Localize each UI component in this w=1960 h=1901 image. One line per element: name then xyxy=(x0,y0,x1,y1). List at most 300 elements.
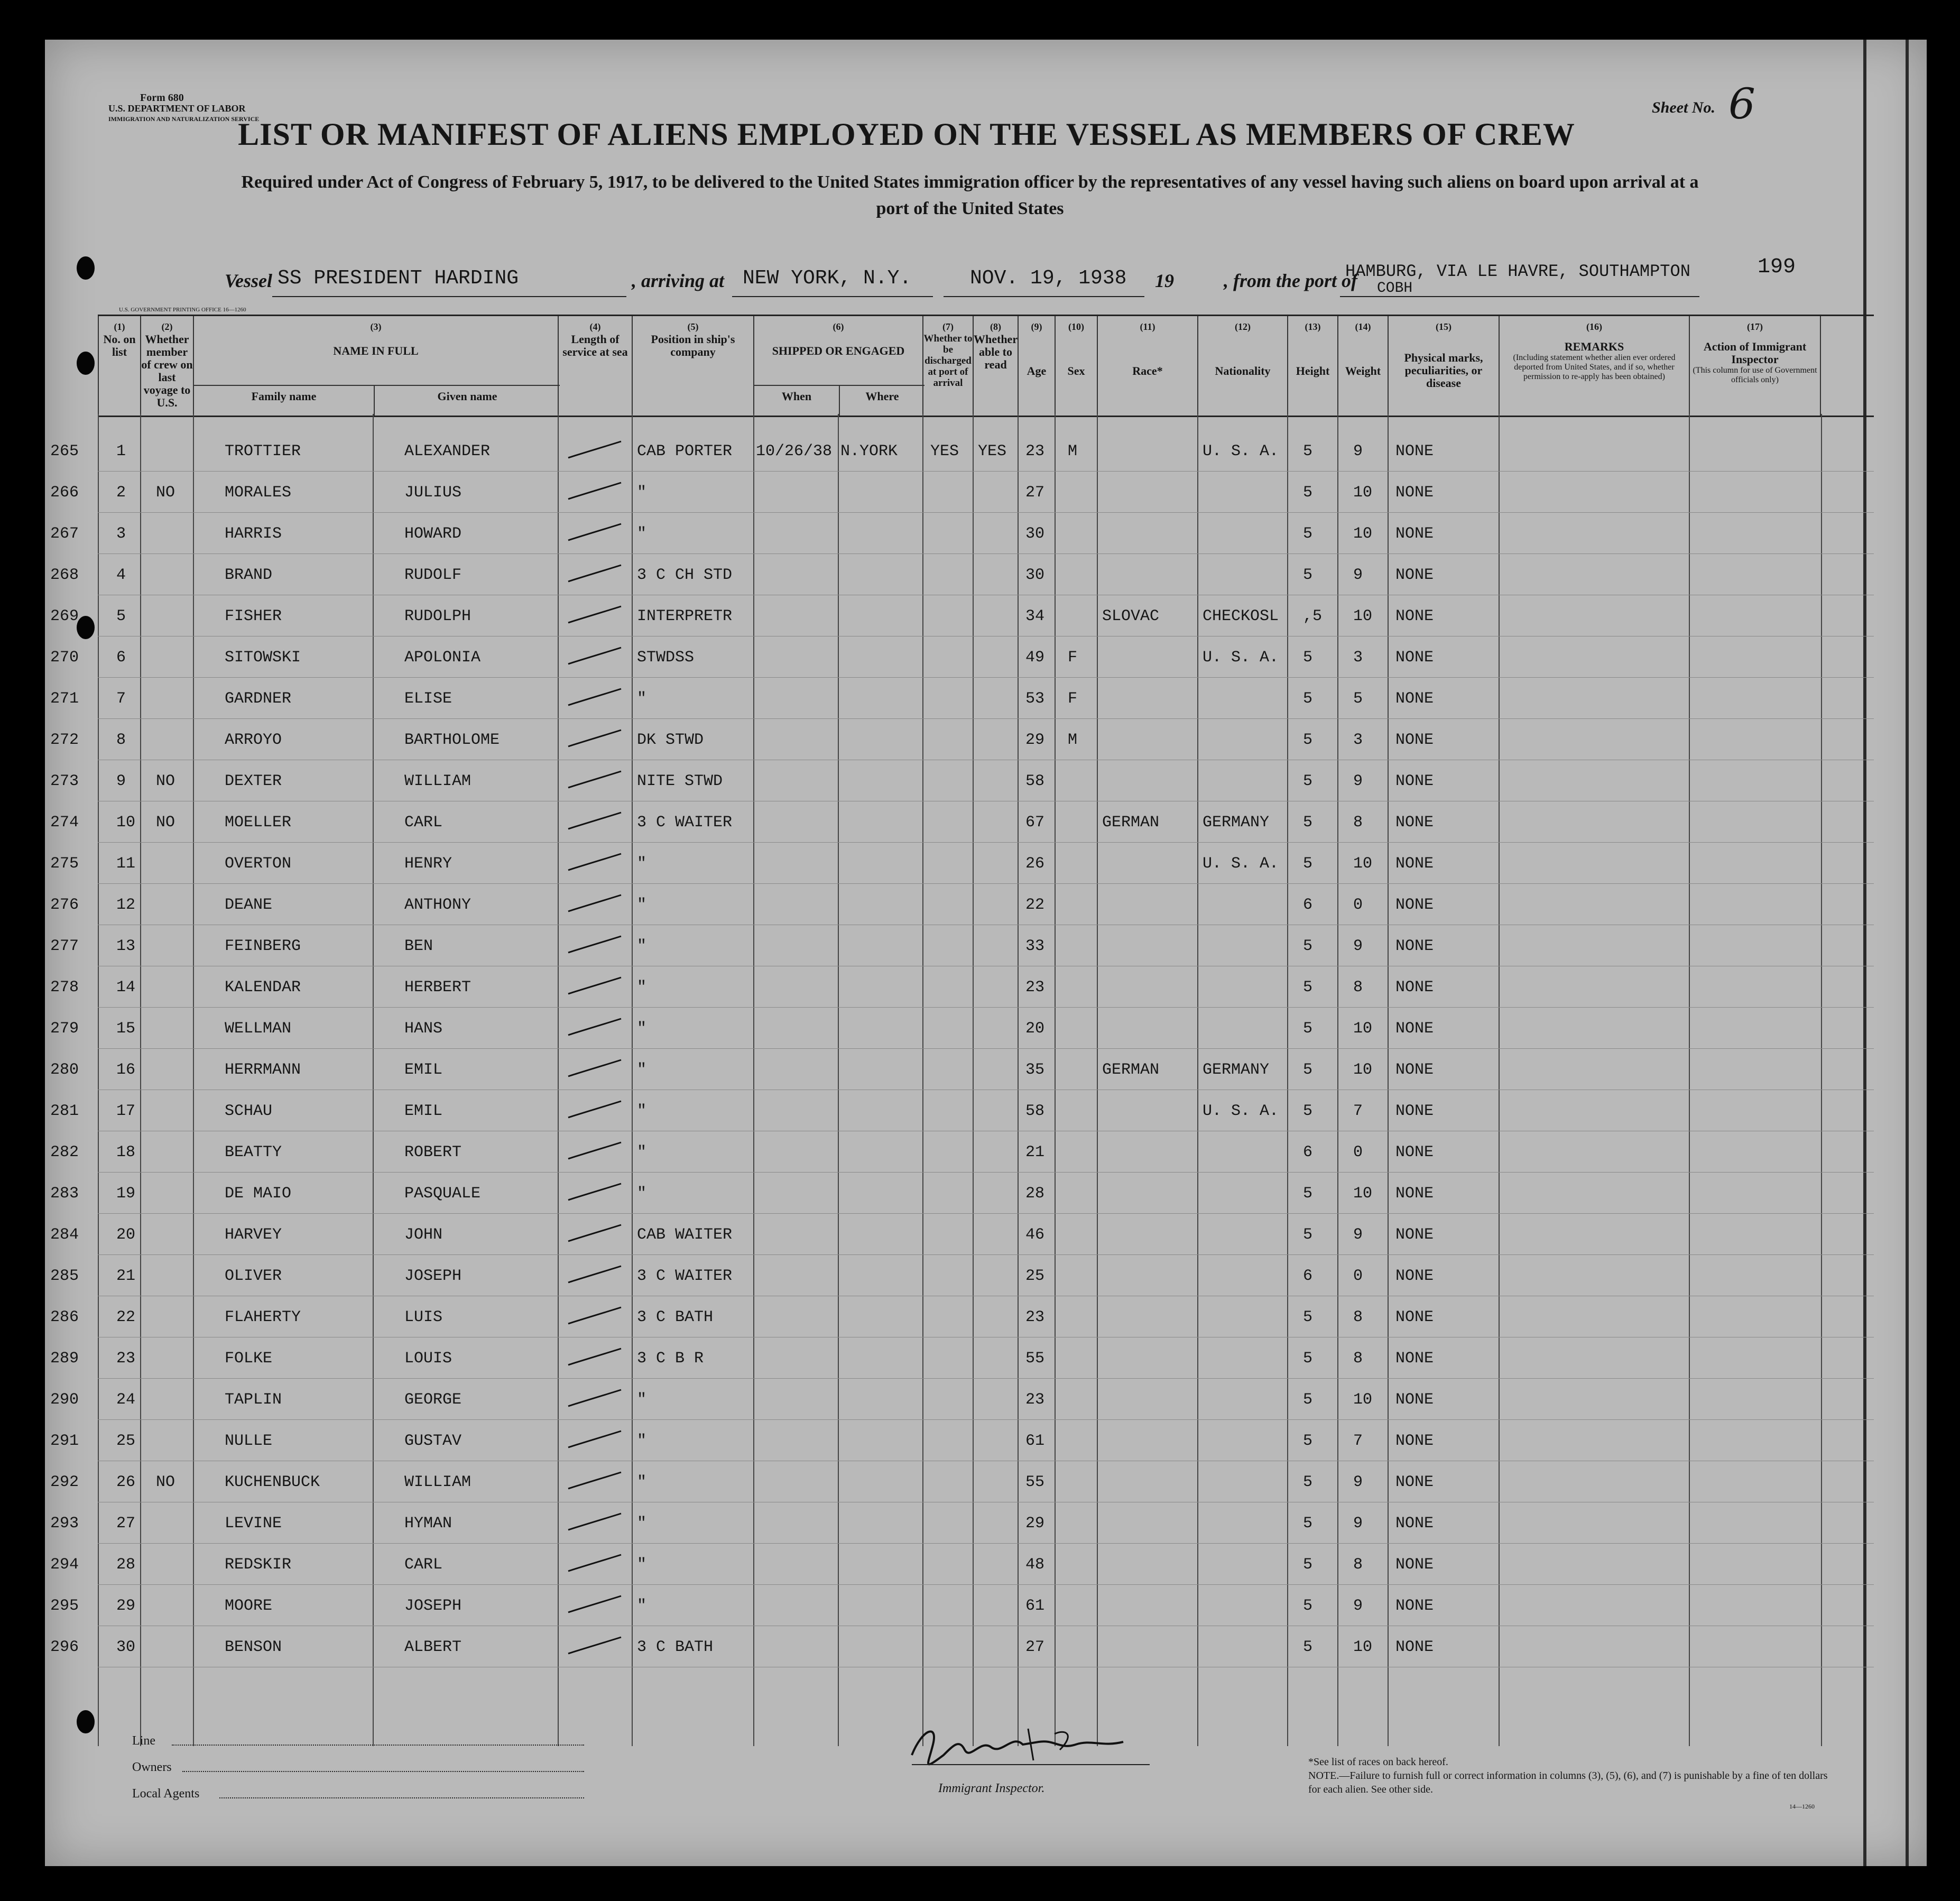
service-tick-mark xyxy=(566,1388,624,1409)
handwritten-line-number: 280 xyxy=(50,1061,79,1079)
cell-given-name: JOSEPH xyxy=(404,1597,462,1615)
sheet-number: 6 xyxy=(1728,79,1755,128)
manifest-sheet xyxy=(45,40,1927,1866)
cell-sex: F xyxy=(1068,649,1078,667)
cell-position: " xyxy=(637,690,647,708)
cell-family-name: OVERTON xyxy=(225,855,292,873)
cell-race: GERMAN xyxy=(1102,1061,1160,1079)
handwritten-line-number: 277 xyxy=(50,937,79,955)
col-header-discharged: (7) Whether to be discharged at port of arrival xyxy=(922,316,973,416)
subtitle-line-2: port of the United States xyxy=(876,199,1064,218)
cell-given-name: ANTHONY xyxy=(404,896,471,914)
cell-age: 55 xyxy=(1025,1473,1045,1491)
inspector-signature xyxy=(901,1718,1155,1776)
cell-weight: 10 xyxy=(1353,1391,1373,1409)
cell-list-number: 5 xyxy=(116,607,126,625)
cell-position: 3 C B R xyxy=(637,1350,704,1368)
cell-position: " xyxy=(637,1143,647,1161)
table-row xyxy=(50,883,1874,925)
cell-position: " xyxy=(637,1020,647,1038)
handwritten-line-number: 272 xyxy=(50,731,79,749)
cell-race: SLOVAC xyxy=(1102,607,1160,625)
cell-list-number: 25 xyxy=(116,1432,136,1450)
cell-given-name: HENRY xyxy=(404,855,452,873)
immigrant-inspector-label: Immigrant Inspector. xyxy=(938,1782,1045,1795)
table-row xyxy=(50,1172,1874,1214)
table-row xyxy=(50,471,1874,513)
cell-age: 55 xyxy=(1025,1350,1045,1368)
cell-nationality: U. S. A. xyxy=(1203,649,1279,667)
service-tick-mark xyxy=(566,1553,624,1574)
cell-given-name: CARL xyxy=(404,814,443,832)
cell-position: 3 C WAITER xyxy=(637,1267,733,1285)
form-number: Form 680 xyxy=(140,92,184,104)
arriving-underline xyxy=(732,296,933,297)
handwritten-line-number: 273 xyxy=(50,772,79,790)
cell-physical-marks: NONE xyxy=(1395,979,1434,996)
cell-height: 6 xyxy=(1303,1143,1313,1161)
cell-family-name: HARRIS xyxy=(225,525,282,543)
cell-given-name: PASQUALE xyxy=(404,1185,481,1203)
cell-age: 58 xyxy=(1025,1102,1045,1120)
gpo-line: U.S. GOVERNMENT PRINTING OFFICE 16—1260 xyxy=(119,307,246,313)
cell-nationality: U. S. A. xyxy=(1203,855,1279,873)
cell-height: 5 xyxy=(1303,649,1313,667)
col-header-given-name: Given name xyxy=(374,385,560,416)
cell-last-voyage: NO xyxy=(156,814,175,832)
handwritten-line-number: 278 xyxy=(50,979,79,996)
cell-list-number: 9 xyxy=(116,772,126,790)
col-header-name: (3) NAME IN FULL Family name Given name xyxy=(193,316,558,416)
service-tick-mark xyxy=(566,1511,624,1533)
cell-height: 5 xyxy=(1303,1597,1313,1615)
cell-given-name: HERBERT xyxy=(404,979,471,996)
cell-age: 28 xyxy=(1025,1185,1045,1203)
cell-list-number: 19 xyxy=(116,1185,136,1203)
cell-weight: 8 xyxy=(1353,1350,1363,1368)
cell-age: 33 xyxy=(1025,937,1045,955)
handwritten-line-number: 267 xyxy=(50,525,79,543)
table-row xyxy=(50,801,1874,843)
cell-physical-marks: NONE xyxy=(1395,814,1434,832)
handwritten-line-number: 285 xyxy=(50,1267,79,1285)
owners-label: Owners xyxy=(132,1760,172,1774)
cell-position: " xyxy=(637,525,647,543)
service-tick-mark xyxy=(566,1017,624,1038)
cell-height: 5 xyxy=(1303,1556,1313,1574)
service-tick-mark xyxy=(566,1223,624,1244)
cell-age: 27 xyxy=(1025,1638,1045,1656)
cell-position: DK STWD xyxy=(637,731,704,749)
service-tick-mark xyxy=(566,439,624,460)
cell-family-name: REDSKIR xyxy=(225,1556,292,1574)
cell-position: 3 C CH STD xyxy=(637,566,733,584)
cell-list-number: 8 xyxy=(116,731,126,749)
cell-position: " xyxy=(637,1061,647,1079)
cell-list-number: 1 xyxy=(116,442,126,460)
department: U.S. DEPARTMENT OF LABOR xyxy=(108,103,246,114)
cell-list-number: 14 xyxy=(116,979,136,996)
cell-age: 22 xyxy=(1025,896,1045,914)
cell-position: CAB PORTER xyxy=(637,442,733,460)
cell-position: " xyxy=(637,896,647,914)
agents-underline xyxy=(219,1797,584,1798)
table-row xyxy=(50,677,1874,719)
cell-physical-marks: NONE xyxy=(1395,1638,1434,1656)
cell-age: 34 xyxy=(1025,607,1045,625)
cell-sex: M xyxy=(1068,731,1078,749)
cell-family-name: FLAHERTY xyxy=(225,1308,301,1326)
service-tick-mark xyxy=(566,1429,624,1450)
table-row xyxy=(50,1626,1874,1667)
cell-list-number: 28 xyxy=(116,1556,136,1574)
cell-height: 5 xyxy=(1303,1308,1313,1326)
arriving-port: NEW YORK, N.Y. xyxy=(743,267,912,290)
handwritten-line-number: 266 xyxy=(50,484,79,502)
year-label: 19 xyxy=(1155,270,1174,291)
handwritten-line-number: 290 xyxy=(50,1391,79,1409)
table-row xyxy=(50,925,1874,966)
cell-physical-marks: NONE xyxy=(1395,1102,1434,1120)
cell-age: 30 xyxy=(1025,566,1045,584)
cell-family-name: TROTTIER xyxy=(225,442,301,460)
footnotes xyxy=(1308,1755,1837,1796)
cell-weight: 9 xyxy=(1353,772,1363,790)
col-header-service: (4) Length of service at sea xyxy=(558,316,632,416)
from-port: HAMBURG, VIA LE HAVRE, SOUTHAMPTON xyxy=(1345,262,1690,281)
arriving-label: , arriving at xyxy=(632,270,725,291)
cell-family-name: WELLMAN xyxy=(225,1020,292,1038)
cell-position: INTERPRETR xyxy=(637,607,733,625)
cell-weight: 9 xyxy=(1353,937,1363,955)
cell-discharged: YES xyxy=(930,442,959,460)
document-title: LIST OR MANIFEST OF ALIENS EMPLOYED ON THE VESSEL AS MEMBERS OF CREW xyxy=(238,117,1575,152)
service-tick-mark xyxy=(566,1140,624,1161)
service-tick-mark xyxy=(566,810,624,832)
service-tick-mark xyxy=(566,604,624,625)
col-header-nationality: (12) Nationality xyxy=(1197,316,1287,416)
cell-physical-marks: NONE xyxy=(1395,1308,1434,1326)
service-tick-mark xyxy=(566,893,624,914)
col-header-action: (17) Action of Immigrant Inspector (This column for use of Government officials only) xyxy=(1689,316,1821,416)
service-tick-mark xyxy=(566,1099,624,1120)
cell-age: 30 xyxy=(1025,525,1045,543)
cell-position: " xyxy=(637,855,647,873)
service-tick-mark xyxy=(566,1470,624,1491)
reference-number: 199 xyxy=(1758,255,1796,279)
cell-height: 5 xyxy=(1303,814,1313,832)
cell-physical-marks: NONE xyxy=(1395,525,1434,543)
cell-family-name: DEANE xyxy=(225,896,273,914)
cell-weight: 0 xyxy=(1353,1143,1363,1161)
cell-given-name: CARL xyxy=(404,1556,443,1574)
cell-given-name: GUSTAV xyxy=(404,1432,462,1450)
cell-physical-marks: NONE xyxy=(1395,442,1434,460)
cell-weight: 10 xyxy=(1353,1638,1373,1656)
handwritten-line-number: 271 xyxy=(50,690,79,708)
cell-physical-marks: NONE xyxy=(1395,1267,1434,1285)
cell-weight: 9 xyxy=(1353,442,1363,460)
cell-age: 61 xyxy=(1025,1432,1045,1450)
cell-family-name: BRAND xyxy=(225,566,273,584)
col-header-read: (8) Whether able to read xyxy=(973,316,1018,416)
table-row xyxy=(50,1584,1874,1626)
service-tick-mark xyxy=(566,975,624,996)
table-row xyxy=(50,1296,1874,1337)
cell-list-number: 3 xyxy=(116,525,126,543)
cell-list-number: 2 xyxy=(116,484,126,502)
cell-weight: 9 xyxy=(1353,1226,1363,1244)
cell-family-name: LEVINE xyxy=(225,1515,282,1533)
punch-hole xyxy=(77,616,95,639)
cell-family-name: NULLE xyxy=(225,1432,273,1450)
service-tick-mark xyxy=(566,687,624,708)
cell-height: 6 xyxy=(1303,1267,1313,1285)
service-tick-mark xyxy=(566,934,624,955)
cell-given-name: ALEXANDER xyxy=(404,442,491,460)
handwritten-line-number: 269 xyxy=(50,607,79,625)
cell-physical-marks: NONE xyxy=(1395,1515,1434,1533)
cell-weight: 9 xyxy=(1353,1473,1363,1491)
col-header-when: When xyxy=(754,385,839,403)
handwritten-line-number: 274 xyxy=(50,814,79,832)
handwritten-line-number: 286 xyxy=(50,1308,79,1326)
cell-family-name: DE MAIO xyxy=(225,1185,292,1203)
cell-list-number: 20 xyxy=(116,1226,136,1244)
cell-weight: 0 xyxy=(1353,896,1363,914)
col-header-physical: (15) Physical marks, peculiarities, or disease xyxy=(1388,316,1499,416)
cell-height: 5 xyxy=(1303,937,1313,955)
from-port-underline xyxy=(1340,296,1699,297)
cell-given-name: GEORGE xyxy=(404,1391,462,1409)
table-row xyxy=(50,966,1874,1008)
cell-list-number: 6 xyxy=(116,649,126,667)
cell-family-name: MORALES xyxy=(225,484,292,502)
col-header-age: (9) Age xyxy=(1018,316,1055,416)
cell-position: " xyxy=(637,937,647,955)
table-body xyxy=(50,414,1874,1746)
table-row xyxy=(50,718,1874,760)
handwritten-line-number: 275 xyxy=(50,855,79,873)
cell-given-name: WILLIAM xyxy=(404,1473,471,1491)
cell-nationality: U. S. A. xyxy=(1203,1102,1279,1120)
service-tick-mark xyxy=(566,645,624,667)
cell-last-voyage: NO xyxy=(156,1473,175,1491)
service: IMMIGRATION AND NATURALIZATION SERVICE xyxy=(108,115,260,123)
handwritten-line-number: 282 xyxy=(50,1143,79,1161)
service-tick-mark xyxy=(566,481,624,502)
service-tick-mark xyxy=(566,728,624,749)
cell-physical-marks: NONE xyxy=(1395,1185,1434,1203)
table-row xyxy=(50,1213,1874,1255)
table-row xyxy=(50,1502,1874,1544)
cell-family-name: OLIVER xyxy=(225,1267,282,1285)
handwritten-line-number: 281 xyxy=(50,1102,79,1120)
service-tick-mark xyxy=(566,1305,624,1326)
cell-family-name: GARDNER xyxy=(225,690,292,708)
cell-height: 5 xyxy=(1303,1185,1313,1203)
cell-family-name: TAPLIN xyxy=(225,1391,282,1409)
cell-height: 5 xyxy=(1303,979,1313,996)
cell-given-name: JULIUS xyxy=(404,484,462,502)
cell-height: 5 xyxy=(1303,525,1313,543)
table-row xyxy=(50,430,1874,472)
cell-family-name: BEATTY xyxy=(225,1143,282,1161)
line-underline xyxy=(172,1745,584,1746)
cell-age: 25 xyxy=(1025,1267,1045,1285)
cell-age: 23 xyxy=(1025,1308,1045,1326)
cell-height: 5 xyxy=(1303,1102,1313,1120)
handwritten-line-number: 292 xyxy=(50,1473,79,1491)
cell-physical-marks: NONE xyxy=(1395,1391,1434,1409)
cell-given-name: LOUIS xyxy=(404,1350,452,1368)
handwritten-line-number: 293 xyxy=(50,1515,79,1533)
cell-physical-marks: NONE xyxy=(1395,1061,1434,1079)
cell-age: 27 xyxy=(1025,484,1045,502)
cell-list-number: 15 xyxy=(116,1020,136,1038)
cell-nationality: CHECKOSL xyxy=(1203,607,1279,625)
cell-position: CAB WAITER xyxy=(637,1226,733,1244)
punch-hole xyxy=(77,352,95,375)
handwritten-line-number: 291 xyxy=(50,1432,79,1450)
cell-family-name: MOORE xyxy=(225,1597,273,1615)
cell-weight: 10 xyxy=(1353,1061,1373,1079)
cell-weight: 10 xyxy=(1353,484,1373,502)
cell-physical-marks: NONE xyxy=(1395,1350,1434,1368)
cell-last-voyage: NO xyxy=(156,772,175,790)
cell-height: 5 xyxy=(1303,1226,1313,1244)
table-row xyxy=(50,512,1874,554)
cell-given-name: APOLONIA xyxy=(404,649,481,667)
col-header-shipped: (6) SHIPPED OR ENGAGED When Where xyxy=(753,316,922,416)
cell-age: 49 xyxy=(1025,649,1045,667)
cell-height: 5 xyxy=(1303,1515,1313,1533)
vessel-underline xyxy=(272,296,626,297)
cell-physical-marks: NONE xyxy=(1395,731,1434,749)
cell-weight: 7 xyxy=(1353,1432,1363,1450)
service-tick-mark xyxy=(566,1594,624,1615)
cell-family-name: SCHAU xyxy=(225,1102,273,1120)
table-row xyxy=(50,636,1874,678)
cell-physical-marks: NONE xyxy=(1395,1597,1434,1615)
cell-race: GERMAN xyxy=(1102,814,1160,832)
cell-age: 35 xyxy=(1025,1061,1045,1079)
cell-list-number: 22 xyxy=(116,1308,136,1326)
cell-weight: 0 xyxy=(1353,1267,1363,1285)
cell-list-number: 10 xyxy=(116,814,136,832)
cell-weight: 10 xyxy=(1353,1185,1373,1203)
cell-age: 46 xyxy=(1025,1226,1045,1244)
service-tick-mark xyxy=(566,1264,624,1285)
cell-family-name: DEXTER xyxy=(225,772,282,790)
cell-weight: 8 xyxy=(1353,979,1363,996)
cell-shipped-when: 10/26/38 xyxy=(756,442,833,460)
cell-given-name: HANS xyxy=(404,1020,443,1038)
cell-last-voyage: NO xyxy=(156,484,175,502)
cell-age: 23 xyxy=(1025,1391,1045,1409)
vessel-label: Vessel xyxy=(225,270,272,291)
handwritten-line-number: 294 xyxy=(50,1556,79,1574)
cell-physical-marks: NONE xyxy=(1395,855,1434,873)
cell-weight: 3 xyxy=(1353,649,1363,667)
table-row xyxy=(50,1254,1874,1296)
cell-weight: 8 xyxy=(1353,814,1363,832)
vessel-name: SS PRESIDENT HARDING xyxy=(278,267,519,290)
table-row xyxy=(50,1337,1874,1379)
cell-height: 5 xyxy=(1303,855,1313,873)
service-tick-mark xyxy=(566,1635,624,1656)
cell-list-number: 18 xyxy=(116,1143,136,1161)
cell-given-name: WILLIAM xyxy=(404,772,471,790)
cell-list-number: 30 xyxy=(116,1638,136,1656)
cell-age: 20 xyxy=(1025,1020,1045,1038)
table-row xyxy=(50,1461,1874,1502)
from-port-line-2: COBH xyxy=(1377,280,1413,297)
cell-list-number: 24 xyxy=(116,1391,136,1409)
cell-height: 5 xyxy=(1303,1020,1313,1038)
cell-family-name: FISHER xyxy=(225,607,282,625)
document-subtitle xyxy=(143,169,1797,222)
cell-weight: 9 xyxy=(1353,1597,1363,1615)
cell-position: 3 C BATH xyxy=(637,1638,714,1656)
cell-position: " xyxy=(637,1556,647,1574)
table-row xyxy=(50,760,1874,801)
table-row xyxy=(50,1131,1874,1173)
cell-family-name: FOLKE xyxy=(225,1350,273,1368)
cell-family-name: SITOWSKI xyxy=(225,649,301,667)
cell-shipped-where: N.YORK xyxy=(840,442,898,460)
cell-position: NITE STWD xyxy=(637,772,723,790)
cell-given-name: BEN xyxy=(404,937,433,955)
cell-family-name: MOELLER xyxy=(225,814,292,832)
punch-hole xyxy=(77,1710,95,1733)
handwritten-line-number: 268 xyxy=(50,566,79,584)
col-header-where: Where xyxy=(839,385,924,416)
cell-age: 48 xyxy=(1025,1556,1045,1574)
cell-family-name: HARVEY xyxy=(225,1226,282,1244)
cell-list-number: 12 xyxy=(116,896,136,914)
service-tick-mark xyxy=(566,1058,624,1079)
cell-physical-marks: NONE xyxy=(1395,1226,1434,1244)
subtitle-line-1: Required under Act of Congress of February 5, 1917, to be delivered to the United States immigration officer by the representatives of any vessel having such aliens on board upon arrival at a xyxy=(241,172,1699,192)
cell-age: 21 xyxy=(1025,1143,1045,1161)
handwritten-line-number: 265 xyxy=(50,442,79,460)
cell-height: 5 xyxy=(1303,1350,1313,1368)
service-tick-mark xyxy=(566,1346,624,1368)
col-header-weight: (14) Weight xyxy=(1337,316,1388,416)
cell-weight: 9 xyxy=(1353,1515,1363,1533)
cell-position: " xyxy=(637,1391,647,1409)
cell-age: 61 xyxy=(1025,1597,1045,1615)
line-label: Line xyxy=(132,1734,155,1748)
cell-height: 5 xyxy=(1303,442,1313,460)
cell-age: 29 xyxy=(1025,731,1045,749)
page-edge-divider xyxy=(1906,40,1909,1866)
cell-height: 5 xyxy=(1303,484,1313,502)
col-header-race: (11) Race* xyxy=(1097,316,1197,416)
cell-given-name: BARTHOLOME xyxy=(404,731,500,749)
table-row xyxy=(50,1419,1874,1461)
service-tick-mark xyxy=(566,1182,624,1203)
col-header-remarks: (16) REMARKS (Including statement whether alien ever ordered deported from United States, and if so, whether permission to re-apply has been obtained) xyxy=(1499,316,1689,416)
handwritten-line-number: 283 xyxy=(50,1185,79,1203)
table-row xyxy=(50,1007,1874,1049)
cell-position: " xyxy=(637,979,647,996)
cell-list-number: 23 xyxy=(116,1350,136,1368)
table-header xyxy=(98,315,1874,417)
cell-list-number: 26 xyxy=(116,1473,136,1491)
cell-age: 23 xyxy=(1025,979,1045,996)
